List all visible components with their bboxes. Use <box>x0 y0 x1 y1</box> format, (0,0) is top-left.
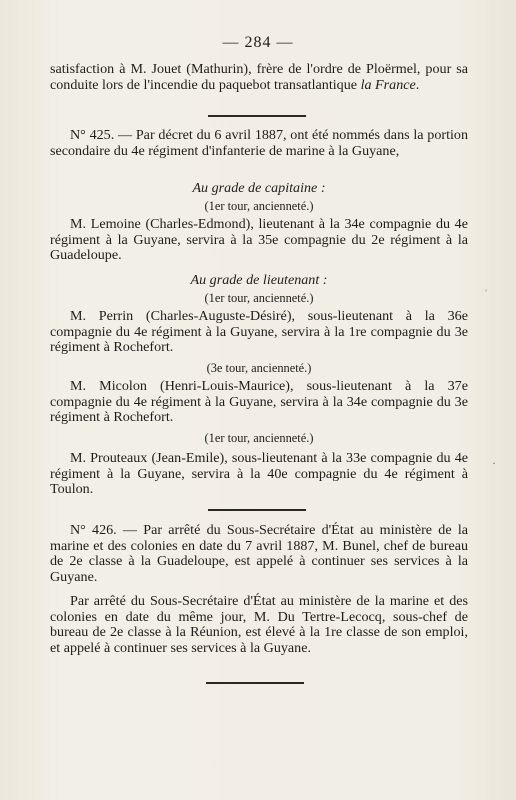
prouteaux-seniority: (1er tour, ancienneté.) <box>204 431 314 445</box>
section-divider-top <box>208 115 306 117</box>
du-tertre-paragraph: Par arrêté du Sous-Secrétaire d'État au ministère de la marine et des colonies en date du même jour, M. Du Tertre-Lecocq, sous-chef de bureau de 2e classe à la Réunion, est élevé à la 1re classe de son emploi, et appelé à continuer ses services à la Guyane. <box>50 593 468 656</box>
decree-425-paragraph: N° 425. — Par décret du 6 avril 1887, ont été nommés dans la portion secondaire du 4e régiment d'infanterie de marine à la Guyane, <box>50 127 468 159</box>
capitaine-heading: Au grade de capitaine : <box>192 180 326 196</box>
perrin-paragraph: M. Perrin (Charles-Auguste-Désiré), sous-lieutenant à la 36e compagnie du 4e régiment à la Guyane, servira à la 1re compagnie du 3e régiment à Rochefort. <box>50 308 468 356</box>
lemoine-paragraph: M. Lemoine (Charles-Edmond), lieutenant à la 34e compagnie du 4e régiment à la Guyane, servira à la 35e compagnie du 2e régiment à la Guadeloupe. <box>50 216 468 264</box>
intro-end: . <box>415 76 420 93</box>
prouteaux-paragraph: M. Prouteaux (Jean-Emile), sous-lieutenant à la 33e compagnie du 4e régiment à la Guyane, servira à la 40e compagnie du 4e régiment à Toulon. <box>50 450 468 498</box>
page-number: — 284 — <box>222 34 294 51</box>
capitaine-seniority: (1er tour, ancienneté.) <box>204 199 314 213</box>
intro-paragraph <box>50 62 468 93</box>
intro-text: satisfaction à M. Jouet (Mathurin), frère de l'ordre de Ploërmel, pour sa conduite lors de l'incendie du paquebot transatlantique <box>50 61 468 93</box>
decree-426-paragraph: N° 426. — Par arrêté du Sous-Secrétaire d'État au ministère de la marine et des colonies en date du 7 avril 1887, M. Bunel, chef de bureau de 2e classe à la Guadeloupe, est appelé à continuer ses services à la Guyane. <box>50 522 468 585</box>
margin-speck-icon: · <box>492 456 496 470</box>
perrin-seniority: (1er tour, ancienneté.) <box>204 291 314 305</box>
section-divider-bottom <box>206 682 304 684</box>
micolon-seniority: (3e tour, ancienneté.) <box>206 361 312 375</box>
ship-name: la France <box>360 76 416 93</box>
section-divider-middle <box>208 509 306 511</box>
lieutenant-heading: Au grade de lieutenant : <box>190 272 328 288</box>
margin-mark-icon: ˌ <box>484 278 488 292</box>
micolon-paragraph: M. Micolon (Henri-Louis-Maurice), sous-lieutenant à la 37e compagnie du 4e régiment à la Guyane, servira à la 34e compagnie du 3e régiment à Rochefort. <box>50 378 468 426</box>
